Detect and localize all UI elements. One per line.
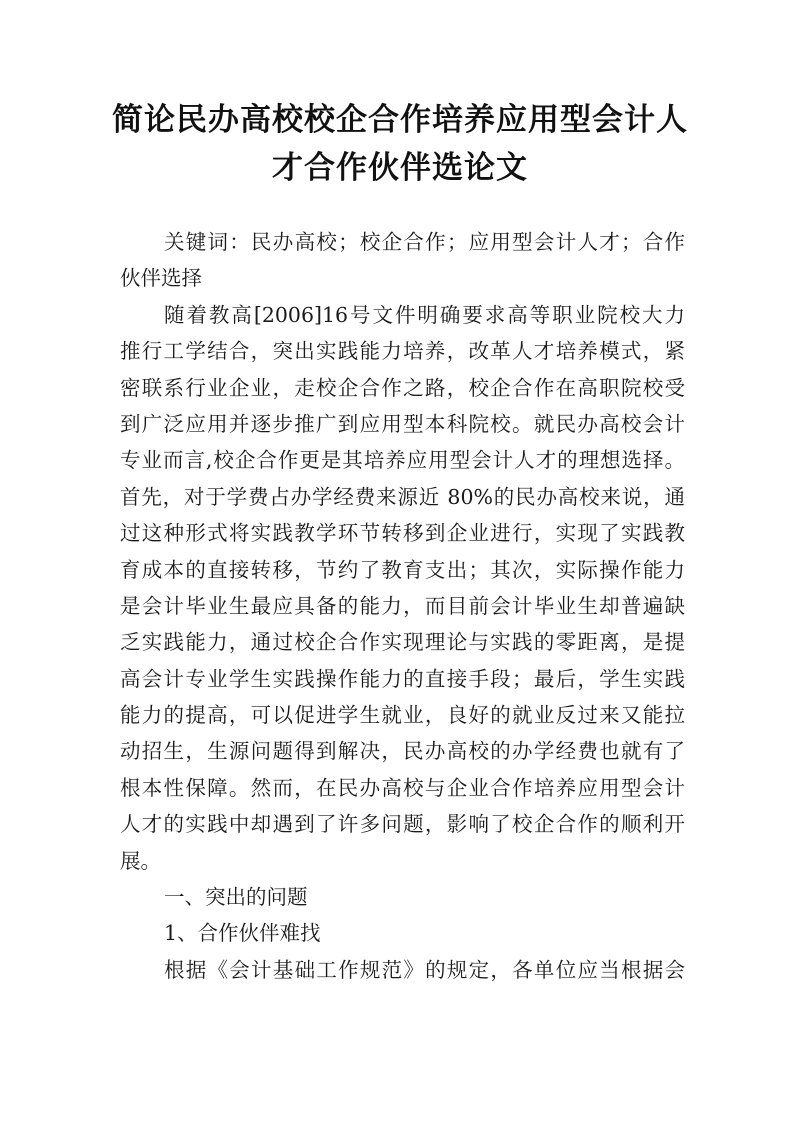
subsection-heading: 1、合作伙伴难找 (164, 921, 321, 946)
paragraph-line: 随着教高[2006]16号文件明确要求高等职业院校大力 (164, 302, 685, 327)
paragraph-line: 育成本的直接转移，节约了教育支出；其次，实际操作能力 (120, 557, 685, 582)
paragraph-line: 过这种形式将实践教学环节转移到企业进行，实现了实践教 (120, 521, 685, 546)
title-line: 才合作伙伴选论文 (272, 150, 528, 186)
keywords-line: 伙伴选择 (120, 266, 202, 291)
keywords-line: 关键词：民办高校；校企合作；应用型会计人才；合作 (164, 230, 685, 254)
paragraph-line: 到广泛应用并逐步推广到应用型本科院校。就民办高校会计 (120, 411, 685, 436)
title-line: 简论民办高校校企合作培养应用型会计人 (112, 102, 688, 138)
section-heading: 一、突出的问题 (164, 885, 308, 910)
paragraph-line: 能力的提高，可以促进学生就业，良好的就业反过来又能拉 (120, 703, 685, 728)
paragraph-line: 专业而言,校企合作更是其培养应用型会计人才的理想选择。 (120, 448, 685, 473)
paragraph-line: 首先，对于学费占办学经费来源近 80%的民办高校来说，通 (120, 484, 685, 509)
document-body (120, 224, 685, 988)
paragraph-line: 根据《会计基础工作规范》的规定，各单位应当根据会 (164, 957, 685, 982)
paragraph-line: 根本性保障。然而，在民办高校与企业合作培养应用型会计 (120, 775, 685, 800)
paragraph-line: 乏实践能力，通过校企合作实现理论与实践的零距离，是提 (120, 630, 685, 655)
paragraph-line: 高会计专业学生实践操作能力的直接手段；最后，学生实践 (120, 666, 685, 691)
paragraph-line: 是会计毕业生最应具备的能力，而目前会计毕业生却普遍缺 (120, 593, 685, 618)
paragraph-line: 展。 (120, 848, 161, 873)
paragraph-line: 人才的实践中却遇到了许多问题，影响了校企合作的顺利开 (120, 812, 685, 837)
paragraph-line: 推行工学结合，突出实践能力培养，改革人才培养模式，紧 (120, 339, 685, 364)
paragraph-line: 密联系行业企业，走校企合作之路，校企合作在高职院校受 (120, 375, 685, 400)
document-title (100, 96, 700, 192)
paragraph-line: 动招生，生源问题得到解决，民办高校的办学经费也就有了 (120, 739, 685, 764)
